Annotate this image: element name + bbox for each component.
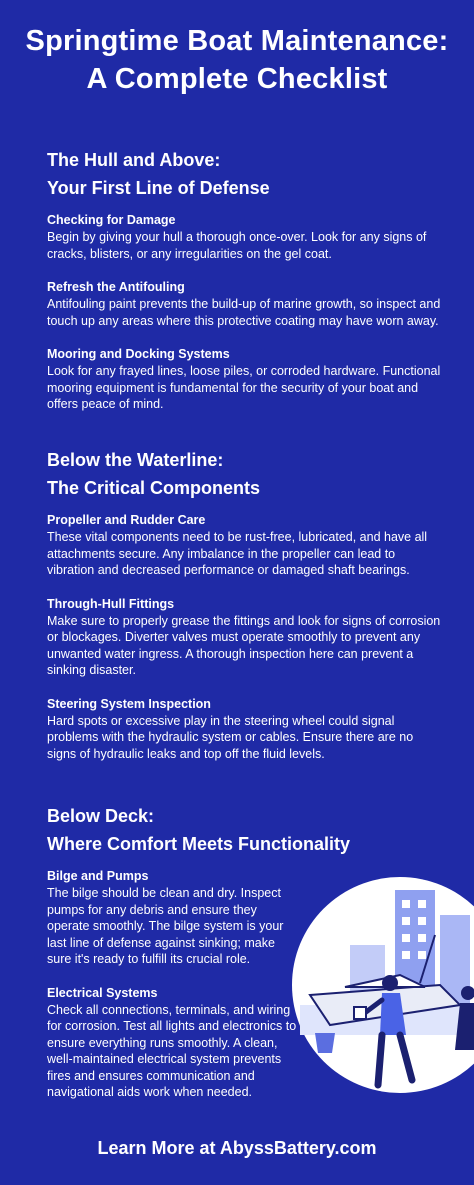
section-hull [47,146,442,430]
item-title: Propeller and Rudder Care [47,513,206,527]
section-heading-line2: Where Comfort Meets Functionality [47,834,351,854]
item-body: Check all connections, terminals, and wiring for corrosion. Test all lights and electronics to ensure everything runs smoothly. A clean, well-maintained electrical system prevents fires and ensures communication and navigational aids work when needed. [47,1002,297,1099]
item-title: Through-Hull Fittings [47,596,175,611]
item-body: The bilge should be clean and dry. Inspect pumps for any debris and ensure they operate smoothly. The bilge system is your last line of defense against sinking; make sure it's ready to fulfill its crucial role. [47,886,284,966]
item-body: Begin by giving your hull a thorough once-over. Look for any signs of cracks, blisters, or any irregularities on the gel coat. [47,230,427,261]
item-title: Bilge and Pumps [47,869,149,883]
page-title [0,22,474,98]
bucket-icon [315,1033,335,1053]
checklist-item [47,212,442,262]
section-waterline [47,446,442,779]
item-title: Checking for Damage [47,213,176,227]
section-heading-line1: The Hull and Above: [47,150,221,170]
item-body: Hard spots or excessive play in the steering wheel could signal problems with the hydraulic system or cables. Ensure there are no signs of hydraulic leaks and top off the fluid levels. [47,713,414,761]
item-body: Look for any frayed lines, loose piles, or corroded hardware. Functional mooring equipment is fundamental for the security of your boat and offers peace of mind. [47,364,441,411]
section-heading [47,802,442,858]
item-title: Refresh the Antifouling [47,280,185,294]
item-body: Make sure to properly grease the fittings and look for signs of corrosion or blockages. Diverter valves must operate smoothly to prevent any unwanted water ingress. A thorough inspection here can prevent a sinking disaster. [47,613,441,677]
title-line-1: Springtime Boat Maintenance: [25,25,449,57]
checklist-item [47,696,442,763]
section-heading [47,446,442,502]
item-title: Steering System Inspection [47,696,211,711]
section-heading-line1: Below Deck: [47,806,155,826]
checklist-item [47,596,442,679]
title-line-2: A Complete Checklist [86,63,388,95]
item-body: Antifouling paint prevents the build-up of marine growth, so inspect and touch up any areas where this protective coating may have worn away. [47,297,441,328]
section-heading-line2: Your First Line of Defense [47,178,270,198]
footer-cta[interactable]: Learn More at AbyssBattery.com [97,1138,377,1158]
section-heading-line2: The Critical Components [47,478,261,498]
person-head-icon [382,975,398,991]
sponge-icon [354,1007,366,1019]
checklist-item [47,346,442,413]
item-title: Mooring and Docking Systems [47,347,230,361]
boat-maintenance-illustration [290,875,474,1105]
checklist-item [47,868,297,968]
item-title: Electrical Systems [47,985,158,1000]
boat-maintenance-image [290,875,474,1105]
checklist-item [47,512,442,579]
item-body: These vital components need to be rust-free, lubricated, and have all attachments secure. Any imbalance in the propeller can lead to vibration and decreased performance or damaged shaft bearings. [47,530,428,577]
checklist-item [47,985,297,1101]
section-heading [47,146,442,202]
section-heading-line1: Below the Waterline: [47,450,224,470]
checklist-item [47,279,442,329]
